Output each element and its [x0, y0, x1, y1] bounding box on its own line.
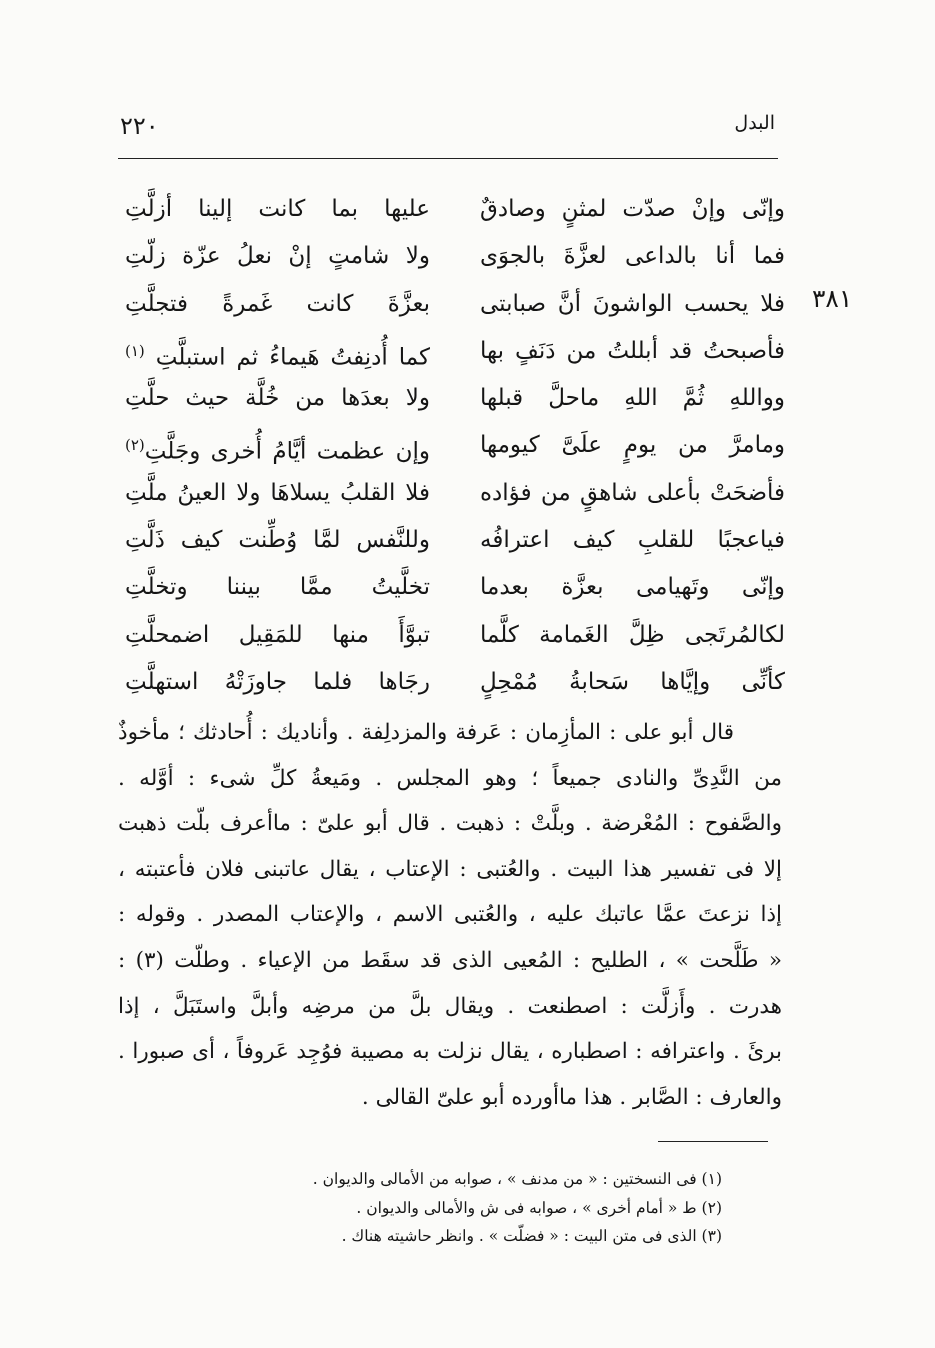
prose-line: والصَّفوح : المُعْرضة . وبلَّتْ : ذهبت . قال أبو علىّ : ماأعرف بلّت ذهبت [118, 811, 782, 837]
verse-first-hemistich: وإنّى وتَهيامى بعزَّة بعدما [480, 574, 785, 601]
prose-line: هدرت . وأَزلَّت : اصطنعت . ويقال بلَّ من مرضِه وأبلَّ واستَبَلَّ ، إذا [118, 993, 782, 1019]
verse-second-hemistich: رجَاها فلما جاوزَتْهُ استهلَّتِ [125, 668, 430, 695]
verse-text: وإن عظمت أيَّامُ أُخرى وجَلَّتِ [144, 439, 430, 466]
commentary-paragraph [118, 710, 782, 1120]
verse-line [110, 375, 785, 422]
verse-line [110, 281, 785, 328]
verse-first-hemistich: فأصبحتُ قد أبللتُ من دَنَفٍ بها [480, 337, 785, 364]
verse-first-hemistich: لكالمُرتَجى ظِلَّ الغَمامة كلَّما [480, 621, 785, 648]
verse-first-hemistich: وإنّى وإنْ صدّت لمثنٍ وصادقٌ [480, 196, 785, 222]
prose-line: إذا نزعتَ عمَّا عاتبك عليه ، والعُتبى الاسم ، والإعتاب المصدر . وقوله : [118, 902, 782, 928]
footnote-item: (١) فى النسختين : « من مدنف » ، صوابه من الأمالى والديوان . [312, 1170, 722, 1188]
footnote-item: (٢) ط « أمام أخرى » ، صوابه فى ش والأمالى والديوان . [356, 1198, 722, 1217]
footnote-rule [658, 1141, 768, 1142]
verse-line [110, 470, 785, 517]
verse-second-hemistich [125, 422, 430, 469]
verse-second-hemistich: عليها بما كانت إلينا أزلَّتِ [125, 196, 430, 222]
prose-line: « طَلَّحت » ، الطليح : المُعيى الذى قد سقَط من الإعياء . وطلّت (٣) : [118, 947, 783, 973]
verse-line [110, 564, 785, 611]
header-rule [118, 158, 778, 159]
verse-line [110, 422, 785, 469]
verse-second-hemistich [125, 328, 430, 375]
page-number: ٢٢٠ [120, 112, 159, 140]
verse-second-hemistich: ولا شامتٍ إنْ نعلُ عزّة زلّتِ [125, 243, 430, 270]
prose-line: والعارف : الصَّابر . هذا ماأورده أبو علىّ القالى . [361, 1084, 782, 1110]
verse-second-hemistich: تبوَّأَ منها للمَقِيل اضمحلَّتِ [125, 621, 430, 648]
footnote-item: (٣) الذى فى متن البيت : « فضلّت » . وانظر حاشيته هناك . [341, 1227, 722, 1245]
verse-line [110, 612, 785, 659]
prose-line: من النَّدِىِّ والنادى جميعاً ؛ وهو المجلس . ومَيعةُ كلِّ شىء : أوَّله . [118, 765, 782, 791]
verse-first-hemistich: وواللهِ ثُمَّ اللهِ ماحلَّ قبلها [480, 385, 785, 412]
verse-line [110, 328, 785, 375]
running-header [120, 112, 775, 148]
verse-second-hemistich: فلا القلبُ يسلاهَا ولا العينُ ملَّتِ [125, 479, 430, 506]
verse-first-hemistich: فياعجبًا للقلبِ كيف اعترافُه [480, 527, 785, 554]
verse-second-hemistich: بعزَّةَ كانت غَمرةً فتجلَّتِ [125, 290, 430, 317]
poem-verses [110, 186, 785, 706]
verse-line [110, 186, 785, 233]
verse-first-hemistich: فأضحَتْ بأعلى شاهقٍ من فؤاده [480, 479, 785, 506]
verse-first-hemistich: فلا يحسب الواشونَ أنَّ صبابتى [480, 290, 785, 317]
verse-text: كما أُدنِفتُ هَيماءُ ثم استبلَّتِ [155, 344, 430, 371]
verse-second-hemistich: ولا بعدَها من خُلَّة حيث حلَّتِ [125, 385, 430, 412]
prose-line: برئَ . واعترافه : اصطباره ، يقال نزلت به مصيبة فوُجِد عَروفاً ، أى صبورا . [118, 1039, 782, 1065]
verse-line [110, 517, 785, 564]
verse-line [110, 659, 785, 706]
verse-first-hemistich: كأنِّى وإيَّاها سَحابةُ مُمْحِلٍ [480, 668, 785, 695]
footnotes [162, 1165, 722, 1251]
prose-line: قال أبو على : المأزِمان : عَرفة والمزدلِفة . وأناديك : أُحادثك ؛ مأخوذٌ [118, 720, 734, 745]
verse-first-hemistich: فما أنا بالداعى لعزَّةَ بالجوَى [480, 243, 785, 270]
prose-line: إلا فى تفسير هذا البيت . والعُتبى : الإعتاب ، يقال عاتبنى فلان فأعتبته ، [118, 856, 782, 882]
verse-second-hemistich: تخلَّيتُ ممَّا بيننا وتخلَّتِ [125, 574, 430, 601]
running-title: البدل [734, 112, 775, 134]
verse-second-hemistich: وللنَّفس لمَّا وُطِّنت كيف ذَلَّتِ [125, 527, 430, 554]
verse-line [110, 233, 785, 280]
footnote-marker: (١) [125, 341, 145, 360]
footnote-marker: (٢) [125, 436, 145, 455]
verse-first-hemistich: ومامرَّ من يومٍ علَىَّ كيومها [480, 432, 785, 459]
margin-number: ٣٨١ [812, 284, 853, 313]
